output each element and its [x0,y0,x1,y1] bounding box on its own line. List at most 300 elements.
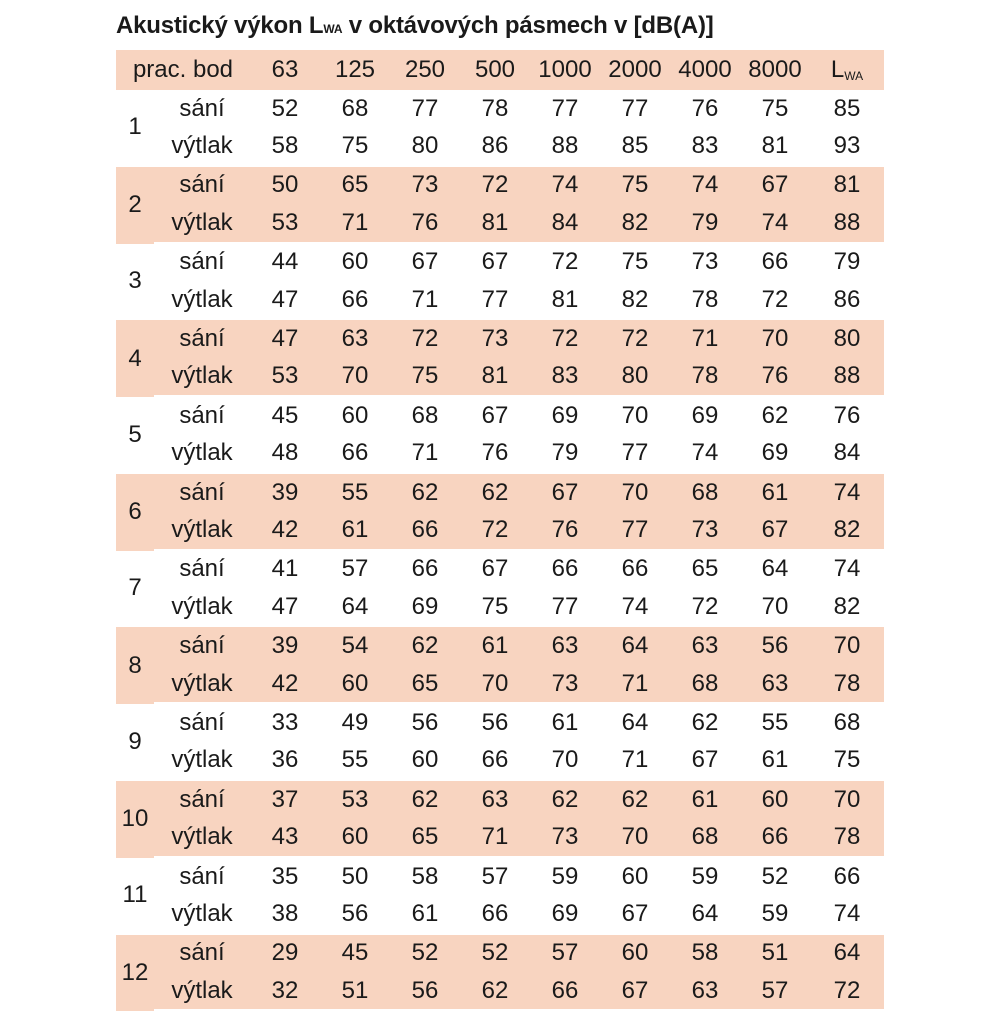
lwa-value: 78 [810,665,884,704]
operating-point-number: 9 [128,727,142,755]
band-value: 70 [740,318,810,357]
band-value: 67 [411,248,439,276]
lwa-value: 82 [810,511,884,550]
band-value: 67 [740,165,810,204]
band-value: 53 [250,358,320,397]
band-value: 61 [761,746,789,774]
lwa-value: 86 [833,285,861,313]
band-value: 77 [411,94,439,122]
group-11 [116,858,884,933]
band-value: 64 [621,708,649,736]
band-value: 35 [271,862,299,890]
band-value: 62 [691,708,719,736]
band-value: 39 [250,625,320,664]
lwa-value: 74 [810,472,884,511]
band-value: 72 [460,165,530,204]
lwa-value: 70 [810,625,884,664]
band-value: 66 [411,555,439,583]
band-value: 65 [390,665,460,704]
table-row [116,127,884,164]
band-value: 78 [670,358,740,397]
band-value: 71 [320,204,390,243]
band-value: 73 [530,818,600,857]
band-value: 66 [551,555,579,583]
band-value: 55 [341,746,369,774]
band-value: 81 [460,204,530,243]
band-value: 80 [411,132,439,160]
row-label-vytlak: výtlak [171,439,233,467]
band-value: 74 [530,165,600,204]
row-label-vytlak: výtlak [171,746,233,774]
band-value: 68 [670,818,740,857]
band-value: 68 [670,472,740,511]
lwa-value: 85 [833,94,861,122]
row-label-sani: sání [154,933,250,972]
operating-point-number: 4 [116,318,154,397]
lwa-value: 76 [833,401,861,429]
band-value: 67 [530,472,600,511]
band-value: 62 [460,972,530,1011]
header-row [116,50,884,90]
title-main: Akustický výkon L [116,12,324,39]
band-value: 63 [530,625,600,664]
band-value: 45 [320,933,390,972]
band-value: 66 [621,555,649,583]
group-9 [116,704,884,779]
band-value: 61 [551,708,579,736]
band-value: 56 [411,708,439,736]
table-row [116,318,884,357]
table-row [116,358,884,397]
band-value: 88 [551,132,579,160]
band-value: 75 [481,592,509,620]
band-value: 62 [390,472,460,511]
row-label-vytlak: výtlak [154,972,250,1011]
band-value: 70 [621,401,649,429]
band-value: 51 [740,933,810,972]
row-label-sani: sání [179,401,225,429]
band-value: 63 [740,665,810,704]
band-value: 64 [691,899,719,927]
band-value: 62 [761,401,789,429]
band-value: 72 [600,318,670,357]
band-value: 70 [600,818,670,857]
group-10 [116,779,884,858]
lwa-value: 93 [833,132,861,160]
band-value: 56 [390,972,460,1011]
band-value: 57 [481,862,509,890]
header-band: 4000 [670,50,740,90]
lwa-value: 70 [810,779,884,818]
band-value: 60 [320,665,390,704]
table-row [116,779,884,818]
table-row [116,972,884,1011]
row-label-sani: sání [179,862,225,890]
band-value: 52 [761,862,789,890]
band-value: 67 [481,555,509,583]
band-value: 68 [411,401,439,429]
band-value: 79 [670,204,740,243]
acoustic-power-table [116,50,884,1011]
header-band: 250 [390,50,460,90]
band-value: 52 [271,94,299,122]
header-band: 125 [320,50,390,90]
band-value: 71 [411,285,439,313]
header-band: 63 [250,50,320,90]
table-row [116,435,884,472]
lwa-value: 78 [810,818,884,857]
band-value: 51 [320,972,390,1011]
group-1 [116,90,884,165]
table-row [116,858,884,895]
band-value: 63 [670,972,740,1011]
row-label-vytlak: výtlak [154,511,250,550]
band-value: 50 [250,165,320,204]
band-value: 66 [341,439,369,467]
band-value: 70 [460,665,530,704]
band-value: 82 [621,285,649,313]
band-value: 73 [460,318,530,357]
row-label-sani: sání [154,779,250,818]
lwa-value: 84 [833,439,861,467]
group-6 [116,472,884,551]
band-value: 66 [761,248,789,276]
row-label-vytlak: výtlak [171,592,233,620]
band-value: 66 [530,972,600,1011]
band-value: 60 [320,818,390,857]
band-value: 56 [481,708,509,736]
header-band: 500 [460,50,530,90]
band-value: 72 [390,318,460,357]
band-value: 67 [481,248,509,276]
band-value: 56 [740,625,810,664]
table-row [116,472,884,511]
band-value: 77 [600,511,670,550]
band-value: 74 [740,204,810,243]
band-value: 72 [691,592,719,620]
band-value: 60 [600,933,670,972]
lwa-value: 81 [810,165,884,204]
operating-point-number: 1 [128,113,142,141]
band-value: 63 [460,779,530,818]
table-row [116,204,884,243]
band-value: 76 [390,204,460,243]
band-value: 62 [530,779,600,818]
band-value: 71 [460,818,530,857]
band-value: 77 [621,94,649,122]
band-value: 60 [621,862,649,890]
table-row [116,933,884,972]
band-value: 76 [691,94,719,122]
band-value: 81 [761,132,789,160]
table-title [116,12,714,40]
band-value: 54 [320,625,390,664]
band-value: 59 [691,862,719,890]
lwa-value: 88 [810,204,884,243]
lwa-value: 72 [810,972,884,1011]
band-value: 64 [761,555,789,583]
group-3 [116,244,884,319]
band-value: 42 [250,665,320,704]
band-value: 67 [481,401,509,429]
band-value: 66 [390,511,460,550]
band-value: 84 [530,204,600,243]
lwa-value: 79 [833,248,861,276]
band-value: 62 [600,779,670,818]
lwa-value: 75 [833,746,861,774]
band-value: 32 [250,972,320,1011]
header-lwa [810,50,884,90]
row-label-sani: sání [154,318,250,357]
band-value: 59 [551,862,579,890]
lwa-value: 66 [833,862,861,890]
band-value: 75 [390,358,460,397]
band-value: 50 [341,862,369,890]
band-value: 58 [411,862,439,890]
band-value: 61 [740,472,810,511]
operating-point-number: 6 [116,472,154,551]
group-5 [116,397,884,472]
band-value: 52 [460,933,530,972]
band-value: 67 [600,972,670,1011]
group-12 [116,933,884,1011]
header-band: 8000 [740,50,810,90]
title-subscript: WA [323,22,343,36]
band-value: 47 [271,285,299,313]
band-value: 71 [600,665,670,704]
lwa-value: 82 [833,592,861,620]
band-value: 75 [341,132,369,160]
row-label-sani: sání [154,625,250,664]
row-label-vytlak: výtlak [154,818,250,857]
band-value: 49 [341,708,369,736]
header-band: 1000 [530,50,600,90]
band-value: 70 [551,746,579,774]
row-label-sani: sání [179,708,225,736]
band-value: 65 [691,555,719,583]
band-value: 70 [600,472,670,511]
header-lwa-main: L [830,56,845,83]
band-value: 64 [600,625,670,664]
band-value: 73 [691,248,719,276]
operating-point-number: 10 [116,779,154,858]
band-value: 60 [740,779,810,818]
lwa-value: 68 [833,708,861,736]
operating-point-number: 5 [128,420,142,448]
band-value: 65 [320,165,390,204]
table-row [116,511,884,550]
band-value: 86 [481,132,509,160]
header-lwa-sub: WA [844,69,864,83]
band-value: 58 [670,933,740,972]
band-value: 63 [320,318,390,357]
operating-point-number: 7 [128,574,142,602]
table-row [116,281,884,318]
band-value: 69 [551,401,579,429]
band-value: 74 [691,439,719,467]
group-4 [116,318,884,397]
operating-point-number: 2 [116,165,154,244]
band-value: 76 [530,511,600,550]
band-value: 75 [600,165,670,204]
band-value: 82 [600,204,670,243]
row-label-vytlak: výtlak [154,204,250,243]
band-value: 62 [390,779,460,818]
band-value: 77 [551,592,579,620]
band-value: 39 [250,472,320,511]
band-value: 71 [411,439,439,467]
header-prac-bod: prac. bod [116,50,250,90]
band-value: 85 [621,132,649,160]
lwa-value: 74 [833,555,861,583]
band-value: 72 [460,511,530,550]
band-value: 57 [341,555,369,583]
lwa-value: 80 [810,318,884,357]
band-value: 75 [761,94,789,122]
band-value: 67 [740,511,810,550]
table-row [116,818,884,857]
band-value: 57 [740,972,810,1011]
band-value: 70 [761,592,789,620]
band-value: 70 [320,358,390,397]
band-value: 60 [411,746,439,774]
band-value: 66 [481,899,509,927]
band-value: 73 [390,165,460,204]
band-value: 56 [341,899,369,927]
band-value: 47 [250,318,320,357]
band-value: 71 [670,318,740,357]
row-label-sani: sání [154,472,250,511]
lwa-value: 88 [810,358,884,397]
table-row [116,397,884,434]
band-value: 75 [621,248,649,276]
band-value: 37 [250,779,320,818]
band-value: 45 [271,401,299,429]
table-row [116,895,884,932]
band-value: 83 [691,132,719,160]
band-value: 55 [761,708,789,736]
band-value: 66 [341,285,369,313]
band-value: 44 [271,248,299,276]
band-value: 42 [250,511,320,550]
band-value: 68 [670,665,740,704]
band-value: 57 [530,933,600,972]
band-value: 29 [250,933,320,972]
title-rest: v oktávových pásmech v [dB(A)] [342,12,714,39]
group-2 [116,165,884,244]
lwa-value: 64 [810,933,884,972]
band-value: 60 [341,401,369,429]
band-value: 71 [621,746,649,774]
table-row [116,704,884,741]
operating-point-number: 3 [128,266,142,294]
band-value: 60 [341,248,369,276]
table-row [116,588,884,625]
band-value: 73 [670,511,740,550]
band-value: 48 [271,439,299,467]
row-label-vytlak: výtlak [171,285,233,313]
table-row [116,665,884,704]
band-value: 36 [271,746,299,774]
table-row [116,165,884,204]
band-value: 68 [341,94,369,122]
row-label-sani: sání [154,165,250,204]
band-value: 77 [481,285,509,313]
band-value: 63 [670,625,740,664]
band-value: 81 [551,285,579,313]
band-value: 74 [621,592,649,620]
band-value: 47 [271,592,299,620]
band-value: 53 [250,204,320,243]
band-value: 53 [320,779,390,818]
band-value: 62 [390,625,460,664]
group-7 [116,551,884,626]
band-value: 81 [460,358,530,397]
band-value: 43 [250,818,320,857]
band-value: 79 [551,439,579,467]
band-value: 52 [390,933,460,972]
band-value: 61 [670,779,740,818]
lwa-value: 74 [833,899,861,927]
group-8 [116,625,884,704]
band-value: 77 [621,439,649,467]
band-value: 80 [600,358,670,397]
band-value: 83 [530,358,600,397]
band-value: 61 [411,899,439,927]
band-value: 66 [740,818,810,857]
band-value: 69 [691,401,719,429]
band-value: 72 [551,248,579,276]
band-value: 61 [320,511,390,550]
band-value: 72 [761,285,789,313]
band-value: 69 [761,439,789,467]
row-label-vytlak: výtlak [154,665,250,704]
band-value: 55 [320,472,390,511]
band-value: 76 [481,439,509,467]
band-value: 66 [481,746,509,774]
band-value: 78 [481,94,509,122]
band-value: 74 [670,165,740,204]
row-label-sani: sání [179,248,225,276]
band-value: 62 [460,472,530,511]
band-value: 38 [271,899,299,927]
band-value: 58 [271,132,299,160]
band-value: 41 [271,555,299,583]
row-label-vytlak: výtlak [171,899,233,927]
band-value: 33 [271,708,299,736]
table-row [116,625,884,664]
operating-point-number: 11 [122,881,148,909]
band-value: 67 [621,899,649,927]
band-value: 78 [691,285,719,313]
operating-point-number: 12 [116,933,154,1011]
band-value: 65 [390,818,460,857]
operating-point-number: 8 [116,625,154,704]
band-value: 69 [411,592,439,620]
row-label-vytlak: výtlak [154,358,250,397]
band-value: 67 [691,746,719,774]
band-value: 69 [551,899,579,927]
row-label-vytlak: výtlak [171,132,233,160]
table-row [116,90,884,127]
band-value: 77 [551,94,579,122]
band-value: 73 [530,665,600,704]
band-value: 64 [341,592,369,620]
row-label-sani: sání [179,555,225,583]
header-band: 2000 [600,50,670,90]
table-row [116,742,884,779]
band-value: 61 [460,625,530,664]
